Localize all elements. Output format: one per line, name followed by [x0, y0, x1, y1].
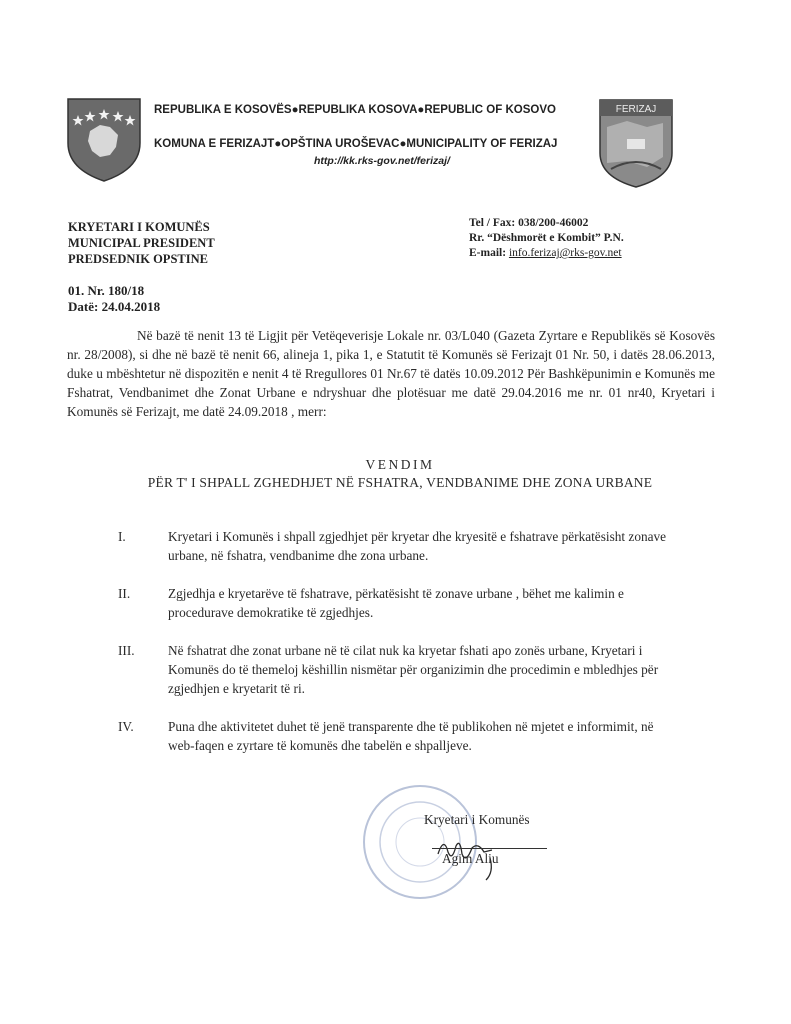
office-block [68, 219, 215, 267]
intro-paragraph: Në bazë të nenit 13 të Ligjit për Vetëqeverisje Lokale nr. 03/L040 (Gazeta Zyrtare e Republikës së Kosovës nr. 28/2008), si dhe në bazë të nenit 66, alineja 1, pika 1, e Statutit të Komunës së Ferizajt 01 Nr. 50, i datës 28.06.2013, duke u mbështetur në dispozitën e nenit 4 të Rregullores 01 Nr.67 të datës 10.09.2012 Për Bashkëpunimin e Komunës me Fshatrat, Vendbanimet dhe Zonat Urbane e ndryshuar dhe plotësuar me datë 29.04.2016 me nr. 01 nr40, Kryetari i Komunës së Ferizajt, me datë 24.09.2018 , merr: [67, 328, 715, 419]
item-number: I. [118, 529, 126, 544]
contact-email-row [469, 246, 624, 261]
contact-phone: Tel / Fax: 038/200-46002 [469, 217, 589, 229]
item-text: Kryetari i Komunës i shpall zgjedhjet për kryetar dhe kryesitë e fshatrave përkatësisht zonave urbane, në fshatra, vendbanime dhe zona urbane. [168, 529, 667, 563]
item-number: II. [118, 586, 131, 601]
reference-block [68, 283, 160, 315]
contact-email-label: E-mail: [469, 247, 509, 259]
emblem-text: FERIZAJ [615, 104, 657, 115]
decision-heading: VENDIM [365, 457, 435, 472]
list-item [118, 717, 678, 755]
header-republic-line: REPUBLIKA E KOSOVËS●REPUBLIKA KOSOVA●REPUBLIC OF KOSOVO [154, 104, 556, 116]
reference-date: Datë: 24.04.2018 [68, 299, 161, 314]
office-line-english: MUNICIPAL PRESIDENT [68, 236, 215, 250]
contact-address: Rr. “Dëshmorët e Kombit” P.N. [469, 232, 624, 244]
item-text: Zgjedhja e kryetarëve të fshatrave, përkatësisht të zonave urbane , bëhet me kalimin e procedurave demokratike të zgjedhjes. [168, 586, 624, 620]
decision-subheading: PËR T' I SHPALL ZGHEDHJET NË FSHATRA, VENDBANIME DHE ZONA URBANE [147, 475, 653, 490]
reference-number: 01. Nr. 180/18 [68, 283, 145, 298]
signature-line [432, 848, 547, 849]
item-number: IV. [118, 719, 134, 734]
item-text: Në fshatrat dhe zonat urbane në të cilat nuk ka kryetar fshati apo zonës urbane, Kryetari i Komunës do të themeloj këshillin nismëtar për organizimin dhe procedimin e mbledhjes për zgjedhjen e kryetarit të ri. [168, 643, 659, 696]
item-number: III. [118, 643, 135, 658]
signature-name: Agim Aliu [442, 851, 499, 866]
office-line-serbian: PREDSEDNIK OPSTINE [68, 252, 208, 266]
header-municipality-line: KOMUNA E FERIZAJT●OPŠTINA UROŠEVAC●MUNICIPALITY OF FERIZAJ [154, 138, 558, 150]
list-item [118, 641, 678, 698]
signature-title: Kryetari i Komunës [424, 812, 530, 827]
office-line-albanian: KRYETARI I KOMUNËS [68, 220, 210, 234]
ferizaj-emblem-icon [597, 97, 675, 189]
header-url[interactable]: http://kk.rks-gov.net/ferizaj/ [314, 155, 450, 167]
item-text: Puna dhe aktivitetet duhet të jenë transparente dhe të publikohen në mjetet e informimit, në web-faqen e zyrtare të komunës dhe tabelën e shpalljeve. [168, 719, 654, 753]
list-item [118, 584, 678, 622]
contact-email-link[interactable]: info.ferizaj@rks-gov.net [508, 247, 622, 259]
decision-title [120, 456, 680, 492]
contact-block [469, 216, 624, 261]
list-item [118, 527, 678, 565]
kosovo-coat-of-arms-icon [64, 95, 144, 183]
decision-items [118, 527, 678, 774]
